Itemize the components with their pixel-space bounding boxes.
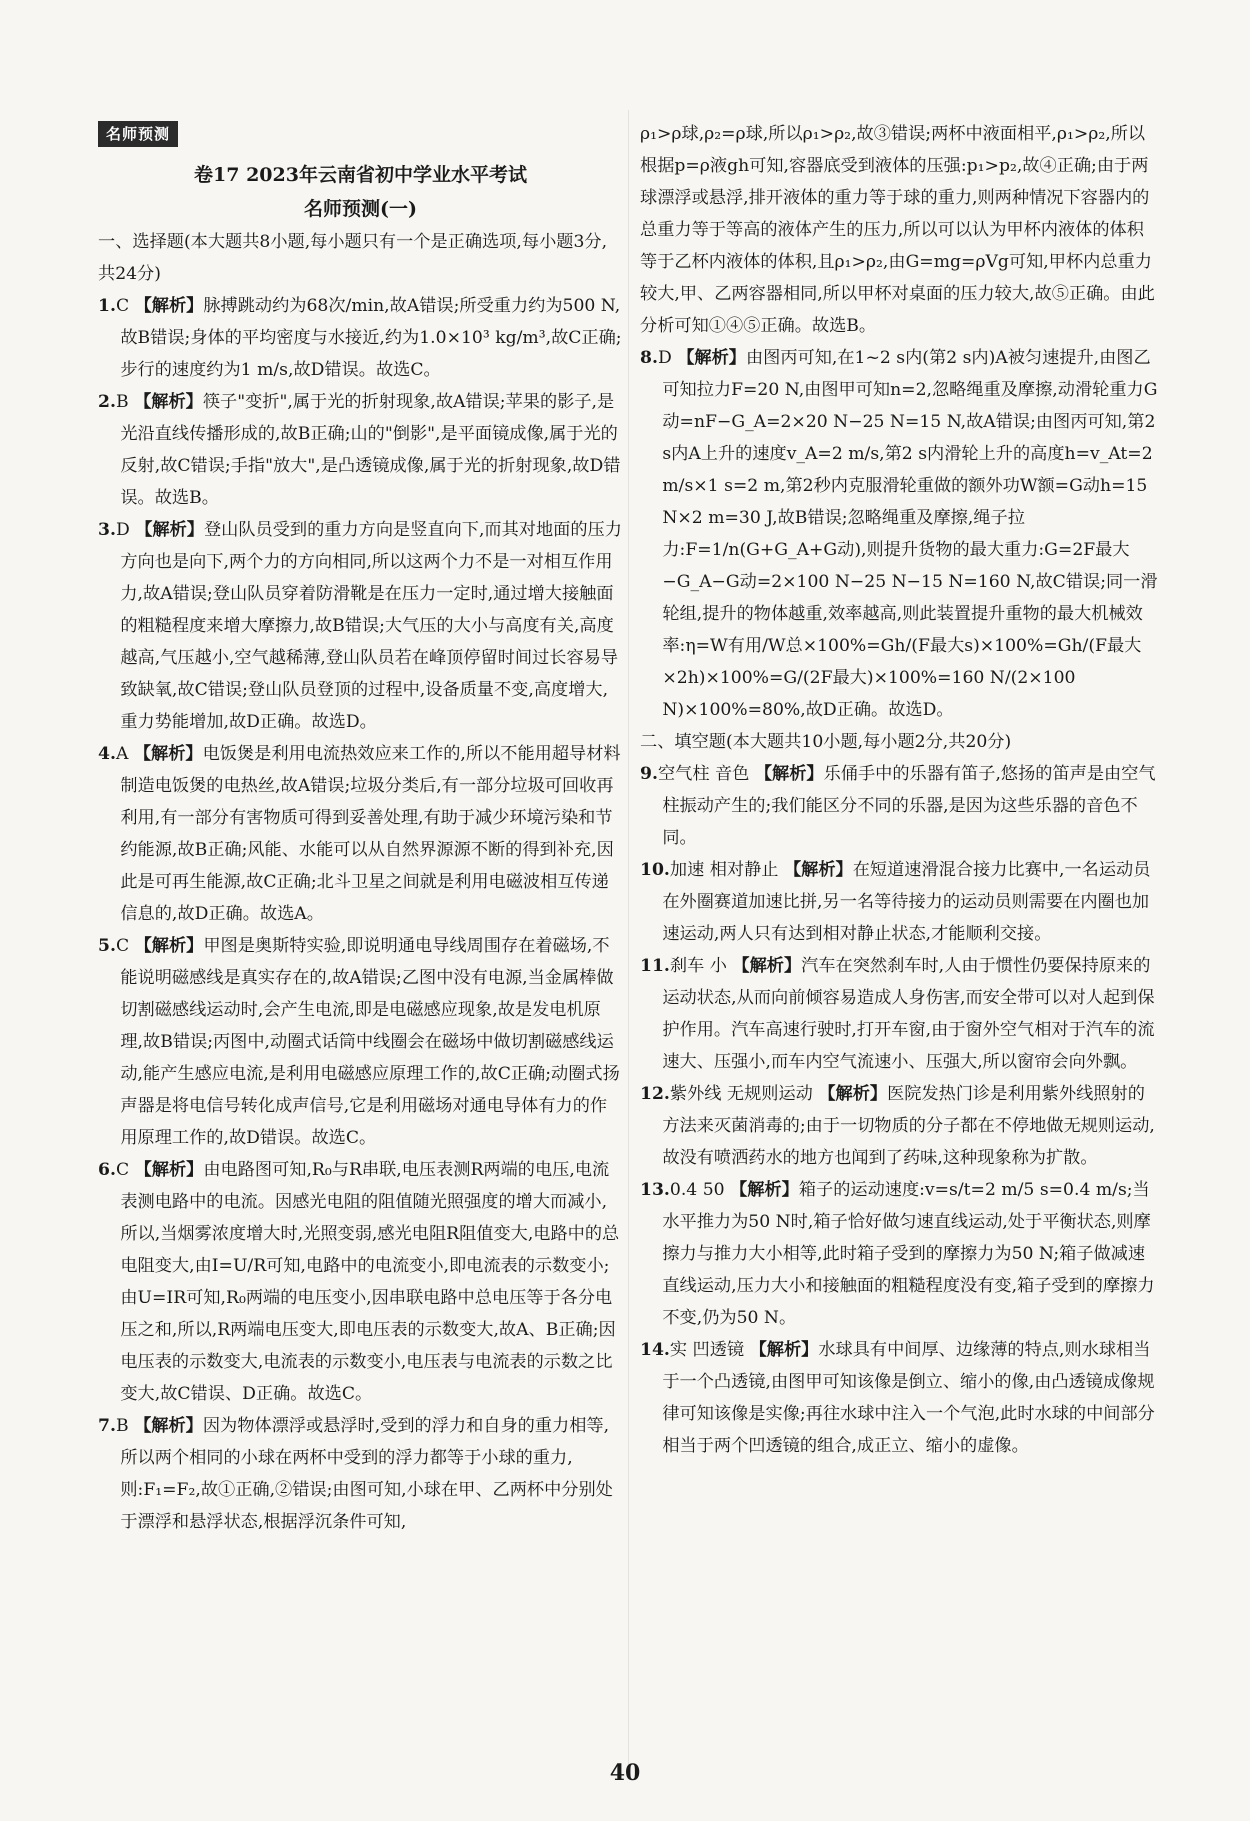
left-column: [98, 118, 623, 1538]
question-number: 10.: [640, 860, 670, 880]
question-number: 13.: [640, 1180, 670, 1200]
fill-question-3: [640, 950, 1160, 1078]
choice-question-2: [98, 386, 623, 514]
analysis-tag: 【解析】: [818, 1084, 888, 1104]
answer-key: C: [115, 936, 130, 956]
fill-question-5: [640, 1174, 1160, 1334]
question-number: 9.: [640, 764, 658, 784]
fill-questions: [640, 758, 1160, 1462]
question-number: 7.: [98, 1416, 116, 1436]
analysis-tag: 【解析】: [134, 936, 204, 956]
answer-key: 加速 相对静止: [669, 860, 779, 880]
question-number: 1.: [98, 296, 116, 316]
analysis-text: 由电路图可知,R₀与R串联,电压表测R两端的电压,电流表测电路中的电流。因感光电阻的阻值随光照强度的增大而减小,所以,当烟雾浓度增大时,光照变弱,感光电阻R阻值变大,电路中的总电阻变大,由I=U/R可知,电路中的电流变小,即电流表的示数变小;由U=IR可知,R₀两端的电压变小,因串联电路中总电压等于各分电压之和,所以,R两端电压变大,即电压表的示数变大,故A、B正确;因电压表的示数变大,电流表的示数变小,电压表与电流表的示数之比变大,故C错误、D正确。故选C。: [120, 1160, 620, 1404]
answer-key: A: [115, 744, 129, 764]
answer-key: 刹车 小: [669, 956, 727, 976]
right-column: [640, 118, 1160, 1462]
exam-title: 卷17 2023年云南省初中学业水平考试: [194, 164, 527, 186]
answer-key: C: [115, 1160, 130, 1180]
exam-subtitle: 名师预测(一): [304, 198, 417, 220]
analysis-tag: 【解析】: [783, 860, 853, 880]
question-number: 6.: [98, 1160, 116, 1180]
page-number: 40: [609, 1760, 641, 1786]
column-divider: [628, 110, 629, 1770]
analysis-text: 登山队员受到的重力方向是竖直向下,而其对地面的压力方向也是向下,两个力的方向相同,所以这两个力不是一对相互作用力,故A错误;登山队员穿着防滑靴是在压力一定时,通过增大接触面的粗糙程度来增大摩擦力,故B错误;大气压的大小与高度有关,高度越高,气压越小,空气越稀薄,登山队员若在峰顶停留时间过长容易导致缺氧,故C错误;登山队员登顶的过程中,设备质量不变,高度增大,重力势能增加,故D正确。故选D。: [120, 520, 622, 732]
choice-question-5: [98, 930, 623, 1154]
fill-question-4: [640, 1078, 1160, 1174]
question-number: 3.: [98, 520, 116, 540]
choice-question-6: [98, 1154, 623, 1410]
analysis-tag: 【解析】: [134, 296, 204, 316]
answer-key: B: [115, 1416, 129, 1436]
answer-key: B: [115, 392, 129, 412]
analysis-tag: 【解析】: [730, 1180, 799, 1200]
choice-questions: [98, 290, 623, 1538]
section-heading-fill: 二、填空题(本大题共10小题,每小题2分,共20分): [640, 732, 1012, 752]
answer-key: 实 凹透镜: [669, 1340, 745, 1360]
analysis-text: 箱子的运动速度:v=s/t=2 m/5 s=0.4 m/s;当水平推力为50 N时,箱子恰好做匀速直线运动,处于平衡状态,则摩擦力与推力大小相等,此时箱子受到的摩擦力为50 N;箱子做减速直线运动,压力大小和接触面的粗糙程度没有变,箱子受到的摩擦力不变,仍为50 N。: [662, 1180, 1155, 1328]
fill-question-6: [640, 1334, 1160, 1462]
choice-question-3: [98, 514, 623, 738]
analysis-text: 汽车在突然刹车时,人由于惯性仍要保持原来的运动状态,从而向前倾容易造成人身伤害,而安全带可以对人起到保护作用。汽车高速行驶时,打开车窗,由于窗外空气相对于汽车的流速大、压强小,而车内空气流速小、压强大,所以窗帘会向外飘。: [662, 956, 1155, 1072]
fill-question-1: [640, 758, 1160, 854]
analysis-text: 电饭煲是利用电流热效应来工作的,所以不能用超导材料制造电饭煲的电热丝,故A错误;垃圾分类后,有一部分垃圾可回收再利用,有一部分有害物质可得到妥善处理,有助于减少环境污染和节约能源,故B正确;风能、水能可以从自然界源源不断的得到补充,因此是可再生能源,故C正确;北斗卫星之间就是利用电磁波相互传递信息的,故D正确。故选A。: [120, 744, 621, 924]
question-number: 5.: [98, 936, 116, 956]
analysis-text: 医院发热门诊是利用紫外线照射的方法来灭菌消毒的;由于一切物质的分子都在不停地做无规则运动,故没有喷洒药水的地方也闻到了药味,这种现象称为扩散。: [662, 1084, 1155, 1168]
analysis-text: 乐俑手中的乐器有笛子,悠扬的笛声是由空气柱振动产生的;我们能区分不同的乐器,是因为这些乐器的音色不同。: [662, 764, 1156, 848]
choice-question-7: [98, 1410, 623, 1538]
question-number: 11.: [640, 956, 670, 976]
analysis-tag: 【解析】: [134, 392, 203, 412]
question-number: 2.: [98, 392, 116, 412]
analysis-tag: 【解析】: [134, 1160, 204, 1180]
choice-question-1: [98, 290, 623, 386]
answer-key: C: [115, 296, 130, 316]
question-8: 8.D 【解析】由图丙可知,在1~2 s内(第2 s内)A被匀速提升,由图乙可知拉力F=20 N,由图甲可知n=2,忽略绳重及摩擦,动滑轮重力G动=nF−G_A=2×20 N−25 N=15 N,故A错误;由图丙可知,第2 s内A上升的速度v_A=2 m/s,第2 s内滑轮上升的高度h=v_At=2 m/s×1 s=2 m,第2秒内克服滑轮重做的额外功W额=G动h=15 N×2 m=30 J,故B错误;忽略绳重及摩擦,绳子拉力:F=1/n(G+G_A+G动),则提升货物的最大重力:G=2F最大−G_A−G动=2×100 N−25 N−15 N=160 N,故C错误;同一滑轮组,提升的物体越重,效率越高,则此装置提升重物的最大机械效率:η=W有用/W总×100%=Gh/(F最大s)×100%=Gh/(F最大×2h)×100%=G/(2F最大)×100%=160 N/(2×100 N)×100%=80%,故D正确。故选D。: [640, 348, 1158, 720]
question-number: 14.: [640, 1340, 670, 1360]
analysis-tag: 【解析】: [135, 520, 204, 540]
analysis-text: 水球具有中间厚、边缘薄的特点,则水球相当于一个凸透镜,由图甲可知该像是倒立、缩小的像,由凸透镜成像规律可知该像是实像;再往水球中注入一个气泡,此时水球的中间部分相当于两个凹透镜的组合,成正立、缩小的虚像。: [662, 1340, 1155, 1456]
section-heading-choice: 一、选择题(本大题共8小题,每小题只有一个是正确选项,每小题3分,共24分): [98, 232, 608, 284]
analysis-text: 筷子"变折",属于光的折射现象,故A错误;苹果的影子,是光沿直线传播形成的,故B正确;山的"倒影",是平面镜成像,属于光的反射,故C错误;手指"放大",是凸透镜成像,属于光的折射现象,故D错误。故选B。: [120, 392, 621, 508]
analysis-tag: 【解析】: [732, 956, 802, 976]
header-tag: 名师预测: [98, 118, 623, 150]
answer-key: 空气柱 音色: [657, 764, 750, 784]
analysis-tag: 【解析】: [754, 764, 824, 784]
answer-key: 紫外线 无规则运动: [669, 1084, 813, 1104]
answer-key: D: [115, 520, 130, 540]
fill-question-2: [640, 854, 1160, 950]
analysis-text: 在短道速滑混合接力比赛中,一名运动员在外圈赛道加速比拼,另一名等待接力的运动员则需要在内圈也加速运动,两人只有达到相对静止状态,才能顺利交接。: [662, 860, 1151, 944]
analysis-text: 因为物体漂浮或悬浮时,受到的浮力和自身的重力相等,所以两个相同的小球在两杯中受到的浮力都等于小球的重力,则:F₁=F₂,故①正确,②错误;由图可知,小球在甲、乙两杯中分别处于漂浮和悬浮状态,根据浮沉条件可知,: [120, 1416, 613, 1532]
analysis-text: 脉搏跳动约为68次/min,故A错误;所受重力约为500 N,故B错误;身体的平均密度与水接近,约为1.0×10³ kg/m³,故C正确;步行的速度约为1 m/s,故D错误。故选C。: [120, 296, 622, 380]
question-number: 4.: [98, 744, 116, 764]
analysis-tag: 【解析】: [134, 1416, 203, 1436]
answer-key: 0.4 50: [669, 1180, 725, 1200]
analysis-text: 甲图是奥斯特实验,即说明通电导线周围存在着磁场,不能说明磁感线是真实存在的,故A错误;乙图中没有电源,当金属棒做切割磁感线运动时,会产生电流,即是电磁感应现象,故是发电机原理,故B错误;丙图中,动圈式话筒中线圈会在磁场中做切割磁感线运动,能产生感应电流,是利用电磁感应原理工作的,故C正确;动圈式扬声器是将电信号转化成声信号,它是利用磁场对通电导体有力的作用原理工作的,故D错误。故选C。: [120, 936, 620, 1148]
analysis-tag: 【解析】: [749, 1340, 819, 1360]
choice-question-4: [98, 738, 623, 930]
question-number: 12.: [640, 1084, 670, 1104]
q7-continuation: ρ₁>ρ球,ρ₂=ρ球,所以ρ₁>ρ₂,故③错误;两杯中液面相平,ρ₁>ρ₂,所以根据p=ρ液gh可知,容器底受到液体的压强:p₁>p₂,故④正确;由于两球漂浮或悬浮,排开液体的重力等于球的重力,则两种情况下容器内的总重力等于等高的液体产生的压力,所以可以认为甲杯内液体的体积等于乙杯内液体的体积,且ρ₁>ρ₂,由G=mg=ρVg可知,甲杯内总重力较大,甲、乙两容器相同,所以甲杯对桌面的压力较大,故⑤正确。由此分析可知①④⑤正确。故选B。: [640, 124, 1155, 336]
analysis-tag: 【解析】: [133, 744, 203, 764]
